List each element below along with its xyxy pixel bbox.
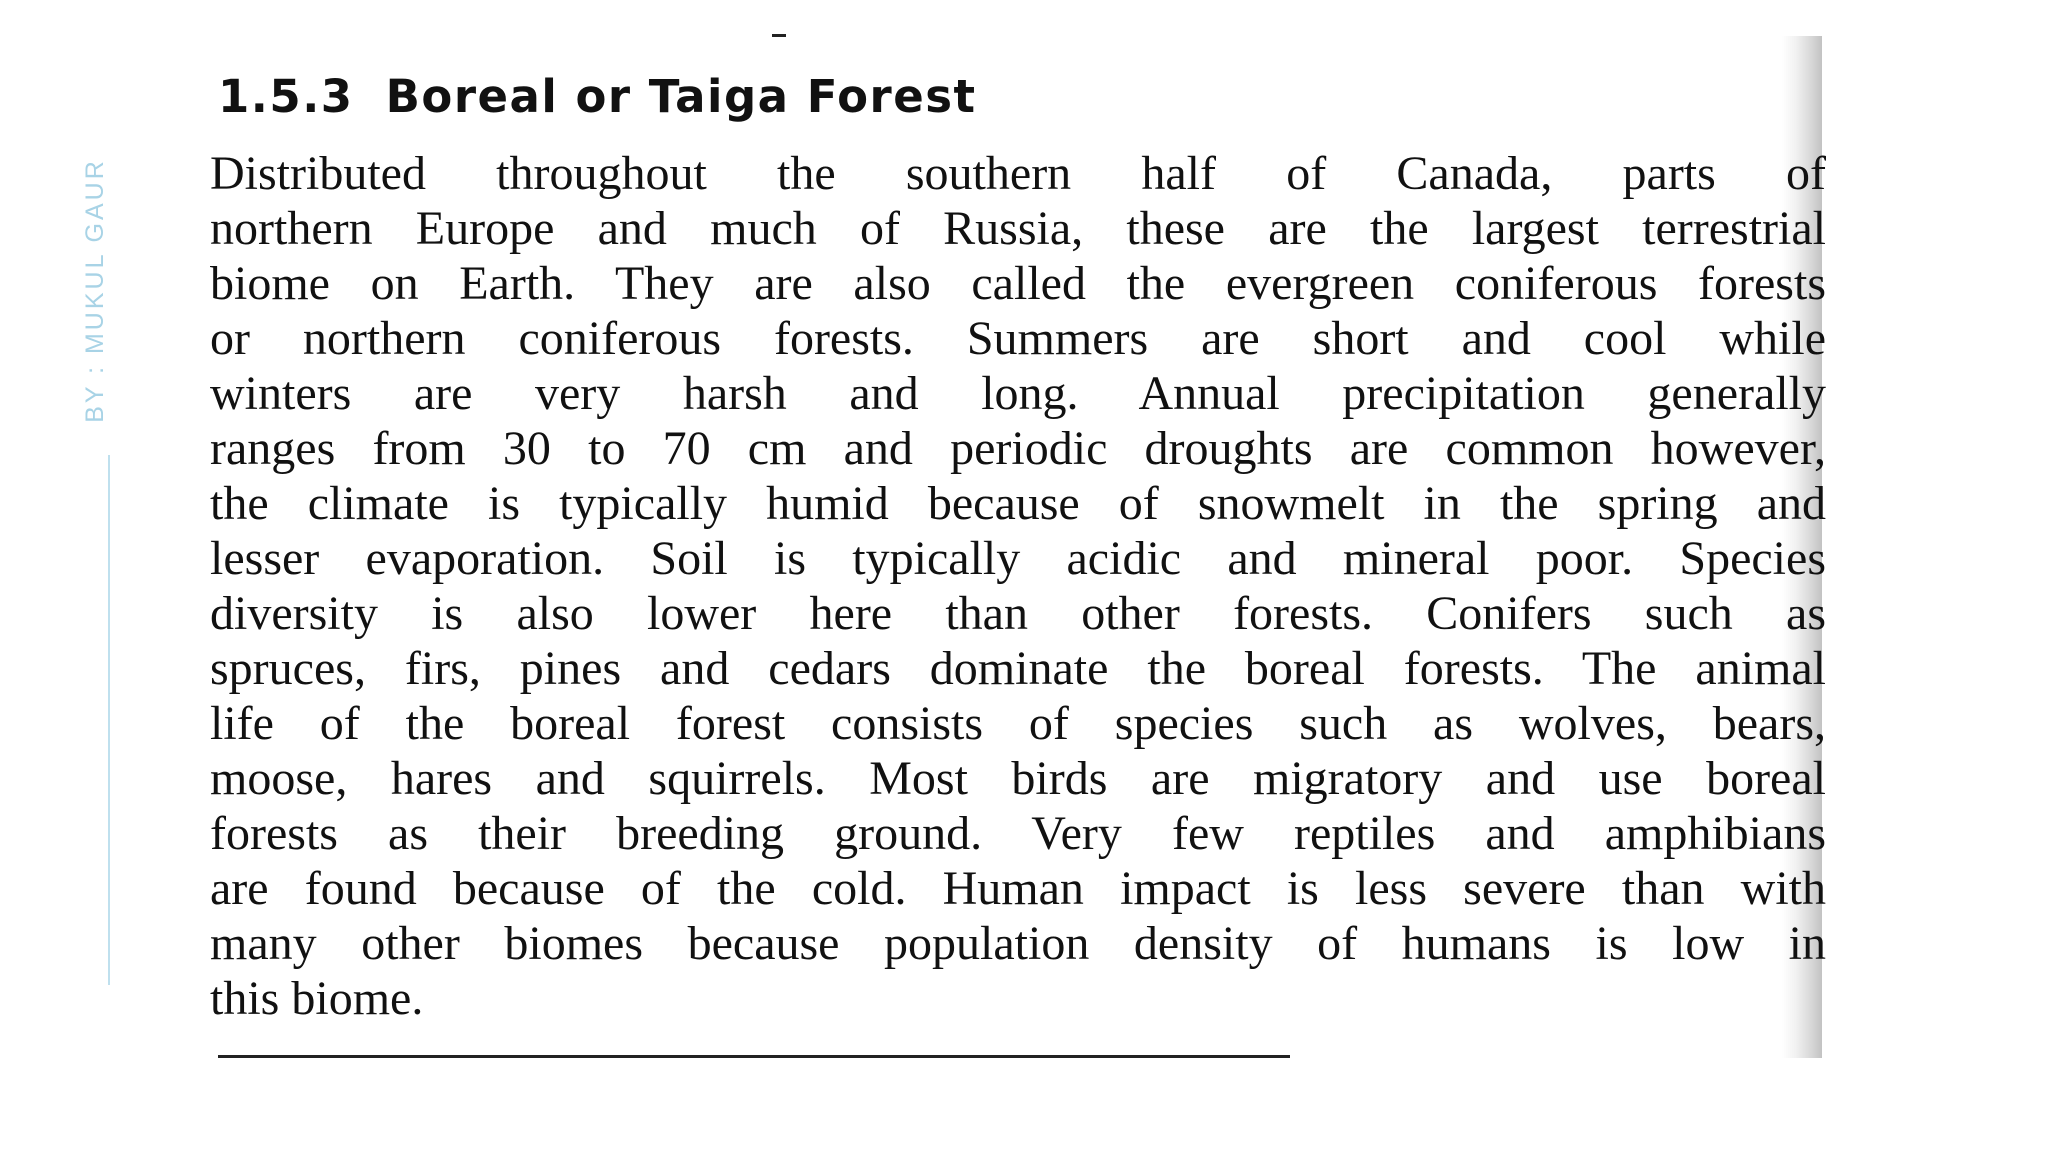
paragraph-line-last: this biome. (210, 972, 424, 1025)
paragraph-line: forests as their breeding ground. Very few reptiles and amphibians (210, 807, 1826, 860)
paragraph-line: ranges from 30 to 70 cm and periodic droughts are common however, (210, 422, 1826, 475)
paragraph-line: many other biomes because population density of humans is low in (210, 917, 1826, 970)
paragraph-line: biome on Earth. They are also called the evergreen coniferous forests (210, 257, 1826, 310)
paragraph-line: Distributed throughout the southern half of Canada, parts of (210, 147, 1826, 200)
paragraph-line: lesser evaporation. Soil is typically acidic and mineral poor. Species (210, 532, 1826, 585)
bottom-rule (218, 1055, 1290, 1058)
section-number: 1.5.3 (218, 70, 354, 123)
paragraph-line: winters are very harsh and long. Annual precipitation generally (210, 367, 1826, 420)
paragraph-line: life of the boreal forest consists of species such as wolves, bears, (210, 697, 1826, 750)
paragraph-line: northern Europe and much of Russia, these are the largest terrestrial (210, 202, 1826, 255)
section-heading (218, 70, 977, 123)
watermark (75, 157, 115, 423)
paragraph-line: moose, hares and squirrels. Most birds are migratory and use boreal (210, 752, 1826, 805)
paragraph-line: spruces, firs, pines and cedars dominate the boreal forests. The animal (210, 642, 1826, 695)
page-tick-mark (772, 34, 786, 37)
paragraph-line: or northern coniferous forests. Summers are short and cool while (210, 312, 1826, 365)
paragraph-line: diversity is also lower here than other forests. Conifers such as (210, 587, 1826, 640)
section-title: Boreal or Taiga Forest (385, 70, 977, 123)
watermark-text: BY : MUKUL GAUR (80, 157, 109, 423)
body-paragraph (210, 146, 1826, 1026)
paragraph-line: are found because of the cold. Human impact is less severe than with (210, 862, 1826, 915)
paragraph-line: the climate is typically humid because of snowmelt in the spring and (210, 477, 1826, 530)
watermark-divider (108, 455, 110, 985)
